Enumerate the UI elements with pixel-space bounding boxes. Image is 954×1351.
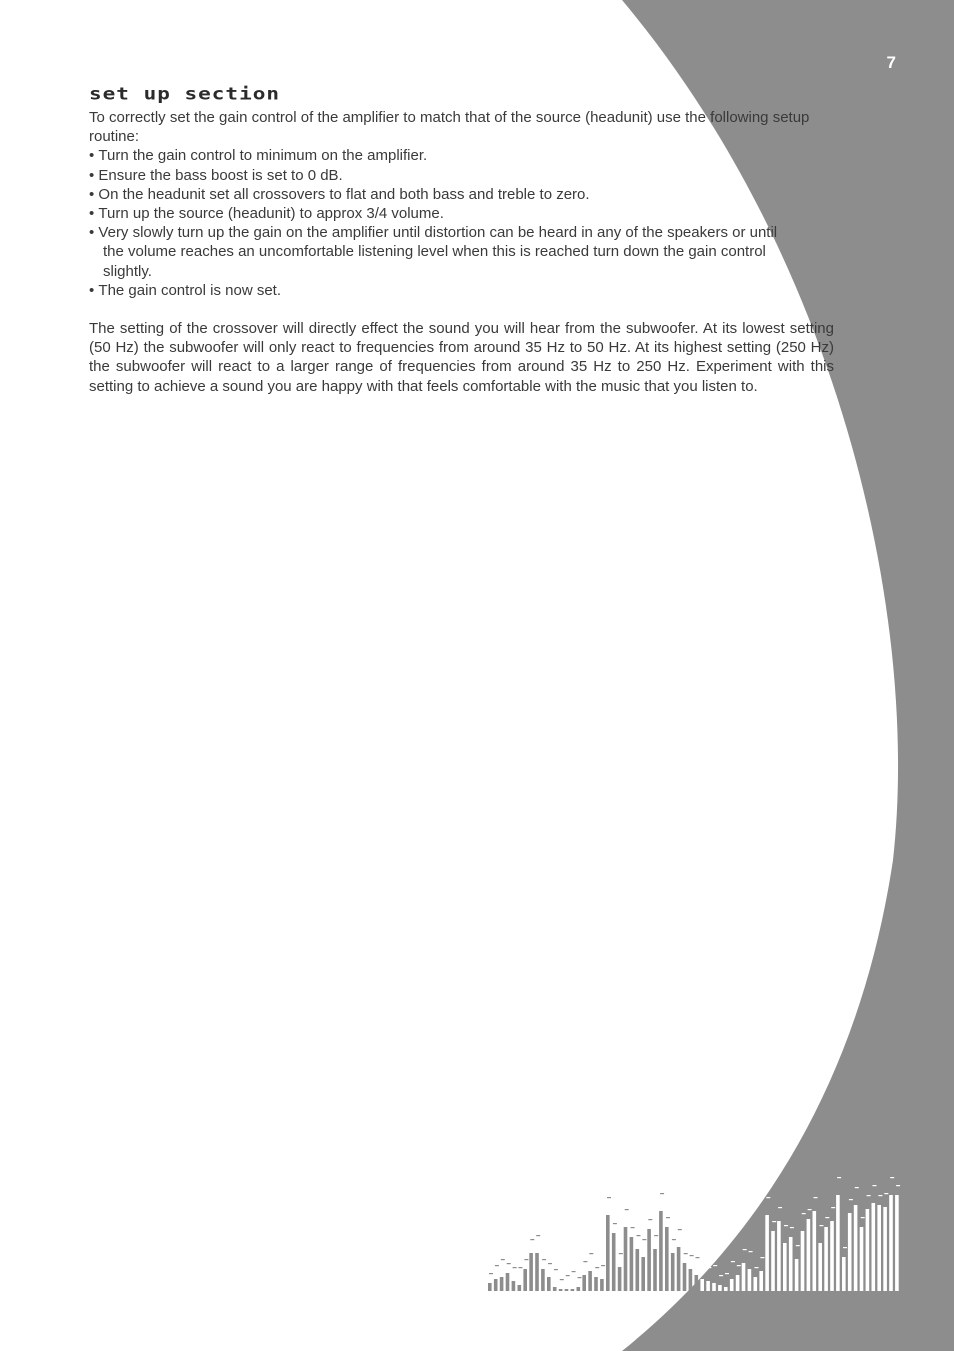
equalizer-bar — [641, 1257, 645, 1291]
equalizer-bar — [500, 1277, 504, 1291]
equalizer-bar — [594, 1277, 598, 1291]
equalizer-bar — [895, 1195, 899, 1291]
section-heading: set up section — [89, 84, 281, 104]
equalizer-bar — [689, 1269, 693, 1291]
equalizer-peak — [595, 1267, 599, 1268]
equalizer-peak — [760, 1257, 764, 1258]
equalizer-peak — [772, 1221, 776, 1222]
equalizer-peak — [837, 1177, 841, 1178]
setup-step: • The gain control is now set. — [89, 281, 834, 300]
equalizer-peak — [678, 1229, 682, 1230]
equalizer-bar — [677, 1247, 681, 1291]
setup-step: • Turn up the source (headunit) to approx 3/4 volume. — [89, 204, 834, 223]
equalizer-peak — [548, 1263, 552, 1264]
equalizer-bar — [523, 1269, 527, 1291]
equalizer-peak — [819, 1225, 823, 1226]
equalizer-peak — [878, 1195, 882, 1196]
equalizer-peak — [696, 1257, 700, 1258]
equalizer-bar — [866, 1209, 870, 1291]
equalizer-peak — [572, 1271, 576, 1272]
equalizer-peak — [536, 1235, 540, 1236]
equalizer-bar — [795, 1259, 799, 1291]
equalizer-bar — [718, 1285, 722, 1291]
equalizer-peak — [890, 1177, 894, 1178]
equalizer-peak — [672, 1239, 676, 1240]
equalizer-bar — [801, 1231, 805, 1291]
equalizer-bar — [512, 1281, 516, 1291]
intro-text: To correctly set the gain control of the amplifier to match that of the source (headunit) use the following setup routine: — [89, 109, 810, 146]
equalizer-bar — [600, 1279, 604, 1291]
equalizer-peak — [666, 1217, 670, 1218]
equalizer-peak — [825, 1217, 829, 1218]
equalizer-bar — [630, 1237, 634, 1291]
equalizer-bar — [553, 1287, 557, 1291]
equalizer-peak — [790, 1227, 794, 1228]
equalizer-peak — [625, 1209, 629, 1210]
equalizer-peak — [690, 1255, 694, 1256]
equalizer-bar — [565, 1289, 569, 1291]
equalizer-bar — [872, 1203, 876, 1291]
equalizer-peak — [749, 1251, 753, 1252]
equalizer-bar — [559, 1289, 563, 1291]
equalizer-peak — [731, 1261, 735, 1262]
equalizer-bar — [659, 1211, 663, 1291]
equalizer-bar — [789, 1237, 793, 1291]
equalizer-peak — [619, 1253, 623, 1254]
equalizer-peak — [843, 1247, 847, 1248]
equalizer-bar — [671, 1253, 675, 1291]
equalizer-peak — [873, 1185, 877, 1186]
equalizer-peak — [637, 1235, 641, 1236]
setup-step: • Turn the gain control to minimum on the amplifier. — [89, 146, 834, 165]
equalizer-bar — [488, 1283, 492, 1291]
equalizer-peak — [737, 1265, 741, 1266]
equalizer-peak — [743, 1249, 747, 1250]
equalizer-bar — [860, 1227, 864, 1291]
equalizer-peak — [495, 1265, 499, 1266]
equalizer-peak — [648, 1219, 652, 1220]
equalizer-peak — [867, 1195, 871, 1196]
equalizer-bar — [748, 1269, 752, 1291]
equalizer-bar — [588, 1271, 592, 1291]
setup-step: • On the headunit set all crossovers to flat and both bass and treble to zero. — [89, 185, 834, 204]
equalizer-bar — [813, 1211, 817, 1291]
equalizer-peak — [542, 1259, 546, 1260]
equalizer-peak — [524, 1259, 528, 1260]
equalizer-peak — [589, 1253, 593, 1254]
equalizer-peak — [831, 1207, 835, 1208]
equalizer-peak — [554, 1269, 558, 1270]
equalizer-bar — [618, 1267, 622, 1291]
equalizer-peak — [607, 1197, 611, 1198]
equalizer-peak — [654, 1235, 658, 1236]
equalizer-peak — [631, 1227, 635, 1228]
equalizer-peak — [507, 1263, 511, 1264]
equalizer-peak — [713, 1265, 717, 1266]
equalizer-peak — [707, 1267, 711, 1268]
equalizer-peak — [855, 1187, 859, 1188]
equalizer-peak — [766, 1197, 770, 1198]
equalizer-peak — [778, 1207, 782, 1208]
equalizer-bar — [807, 1219, 811, 1291]
equalizer-bar — [647, 1229, 651, 1291]
setup-step: • Ensure the bass boost is set to 0 dB. — [89, 166, 834, 185]
equalizer-bar — [771, 1231, 775, 1291]
equalizer-bar — [765, 1215, 769, 1291]
equalizer-peak — [513, 1267, 517, 1268]
equalizer-bar — [836, 1195, 840, 1291]
equalizer-bar — [724, 1287, 728, 1291]
equalizer-bar — [571, 1289, 575, 1291]
equalizer-peak — [802, 1213, 806, 1214]
equalizer-peak — [701, 1269, 705, 1270]
equalizer-peak — [566, 1275, 570, 1276]
equalizer-bar — [783, 1243, 787, 1291]
equalizer-bar — [854, 1205, 858, 1291]
equalizer-bar — [818, 1243, 822, 1291]
equalizer-bar — [653, 1249, 657, 1291]
equalizer-peak — [719, 1275, 723, 1276]
equalizer-peak — [784, 1225, 788, 1226]
equalizer-peak — [501, 1259, 505, 1260]
equalizer-bar — [877, 1205, 881, 1291]
equalizer-bar — [883, 1207, 887, 1291]
equalizer-peak — [808, 1209, 812, 1210]
equalizer-peak — [725, 1273, 729, 1274]
equalizer-bar — [582, 1275, 586, 1291]
equalizer-bar — [700, 1279, 704, 1291]
equalizer-bar — [636, 1249, 640, 1291]
equalizer-peak — [861, 1217, 865, 1218]
equalizer-peak — [530, 1239, 534, 1240]
setup-steps-list — [89, 146, 834, 300]
equalizer-peak — [755, 1267, 759, 1268]
equalizer-bar — [730, 1279, 734, 1291]
equalizer-peak — [601, 1265, 605, 1266]
equalizer-peak — [796, 1245, 800, 1246]
equalizer-bar — [494, 1279, 498, 1291]
equalizer-bar — [695, 1275, 699, 1291]
equalizer-peak — [489, 1273, 493, 1274]
equalizer-bar — [706, 1281, 710, 1291]
equalizer-bar — [506, 1273, 510, 1291]
equalizer-bar — [518, 1285, 522, 1291]
equalizer-bar — [612, 1233, 616, 1291]
equalizer-bar — [759, 1271, 763, 1291]
equalizer-peak — [896, 1185, 900, 1186]
equalizer-bar — [535, 1253, 539, 1291]
equalizer-bar — [777, 1221, 781, 1291]
equalizer-bar — [830, 1221, 834, 1291]
equalizer-peak — [884, 1193, 888, 1194]
equalizer-bar — [529, 1253, 533, 1291]
equalizer-peak — [684, 1253, 688, 1254]
equalizer-bar — [736, 1275, 740, 1291]
equalizer-peak — [849, 1199, 853, 1200]
equalizer-peak — [642, 1239, 646, 1240]
equalizer-bar — [754, 1277, 758, 1291]
crossover-paragraph: The setting of the crossover will directly effect the sound you will hear from the subwoofer. At its lowest setting (50 Hz) the subwoofer will only react to frequencies from around 35 Hz to 50 Hz. At its highest setting (250 Hz) the subwoofer will react to a larger range of frequencies from around 35 Hz to 250 Hz. Experiment with this setting to achieve a sound you are happy with that feels comfortable with the music that you listen to. — [89, 320, 834, 395]
equalizer-peak — [519, 1267, 523, 1268]
setup-step: • Very slowly turn up the gain on the amplifier until distortion can be heard in any of the speakers or until the volume reaches an uncomfortable listening level when this is reached turn down the gain control slightly. — [89, 223, 793, 281]
equalizer-peak — [583, 1261, 587, 1262]
equalizer-bar — [824, 1227, 828, 1291]
equalizer-bar — [665, 1227, 669, 1291]
equalizer-peak — [578, 1277, 582, 1278]
equalizer-bar — [683, 1263, 687, 1291]
equalizer-bar — [577, 1287, 581, 1291]
equalizer-bar — [541, 1269, 545, 1291]
equalizer-peak — [660, 1193, 664, 1194]
equalizer-bar — [848, 1213, 852, 1291]
equalizer-peak — [814, 1197, 818, 1198]
equalizer-bar — [712, 1283, 716, 1291]
setup-section — [89, 84, 834, 396]
equalizer-bar — [624, 1227, 628, 1291]
equalizer-bar — [889, 1195, 893, 1291]
equalizer-bar — [547, 1277, 551, 1291]
equalizer-bar — [842, 1257, 846, 1291]
equalizer-bar — [606, 1215, 610, 1291]
equalizer-bar — [742, 1263, 746, 1291]
equalizer-peak — [560, 1279, 564, 1280]
equalizer-peak — [613, 1223, 617, 1224]
page-number: 7 — [886, 53, 896, 72]
